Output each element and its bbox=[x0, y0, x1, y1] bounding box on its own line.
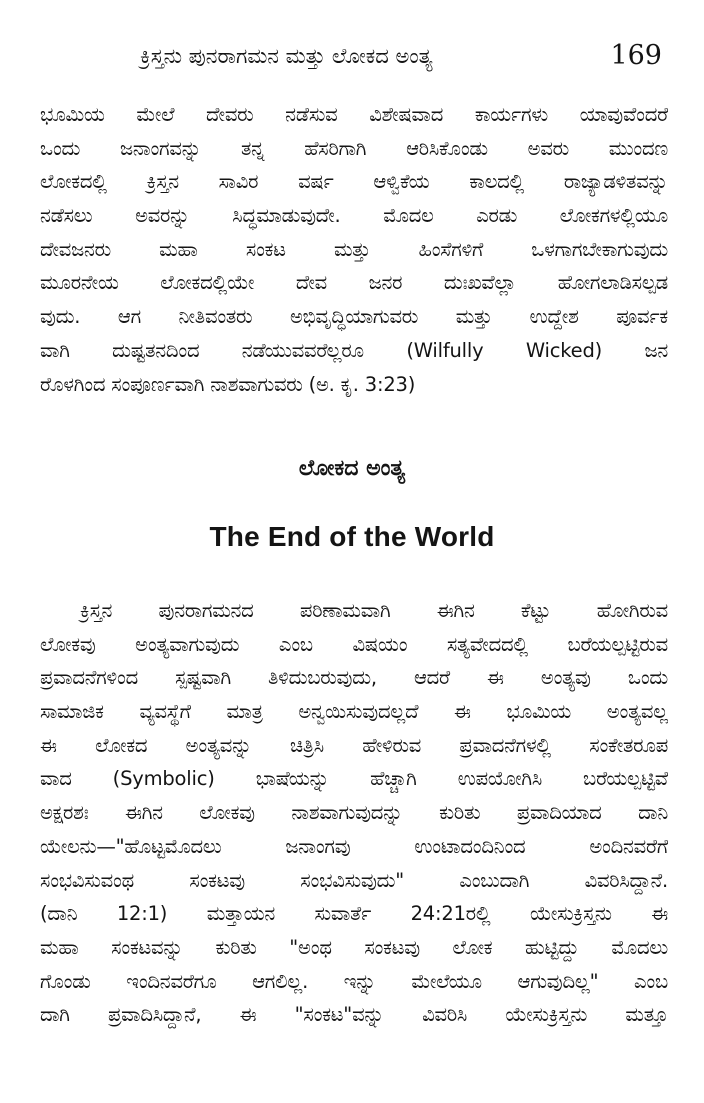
text-line: ಅಕ್ಷರಶಃ ಈಗಿನ ಲೋಕವು ನಾಶವಾಗುವುದನ್ನು ಕುರಿತು ಪ್ರವಾದಿಯಾದ ದಾನಿ bbox=[40, 801, 668, 825]
text-line: ಲೋಕದಲ್ಲಿ ಕ್ರಿಸ್ತನ ಸಾವಿರ ವರ್ಷ ಆಳ್ವಿಕೆಯ ಕಾಲದಲ್ಲಿ ರಾಜ್ಯಾಡಳಿತವನ್ನು bbox=[40, 170, 668, 194]
section-title-english: The End of the World bbox=[209, 521, 495, 552]
running-title: ಕ್ರಿಸ್ತನು ಪುನರಾಗಮನ ಮತ್ತು ಲೋಕದ ಅಂತ್ಯ bbox=[140, 44, 433, 68]
text-line: ಯೇಲನು—"ಹೊಟ್ಟಮೊದಲು ಜನಾಂಗವು ಉಂಟಾದಂದಿನಿಂದ ಅಂದಿನವರೆಗೆ bbox=[40, 834, 668, 858]
page-header bbox=[40, 40, 668, 74]
text-line: ವುದು. ಆಗ ನೀತಿವಂತರು ಅಭಿವೃದ್ಧಿಯಾಗುವರು ಮತ್ತು ಉದ್ದೇಶ ಪೂರ್ವಕ bbox=[40, 305, 668, 329]
text-line: (ದಾನಿ 12:1) ಮತ್ತಾಯನ ಸುವಾರ್ತೆ 24:21ರಲ್ಲಿ ಯೇಸುಕ್ರಿಸ್ತನು ಈ bbox=[40, 902, 668, 926]
text-line: ಈ ಲೋಕದ ಅಂತ್ಯವನ್ನು ಚಿತ್ರಿಸಿ ಹೇಳಿರುವ ಪ್ರವಾದನೆಗಳಲ್ಲಿ ಸಂಕೇತರೂಪ bbox=[40, 733, 668, 757]
text-line: ಸಂಭವಿಸುವಂಥ ಸಂಕಟವು ಸಂಭವಿಸುವುದು" ಎಂಬುದಾಗಿ ವಿವರಿಸಿದ್ದಾನೆ. bbox=[40, 868, 668, 892]
text-line: ಲೋಕವು ಅಂತ್ಯವಾಗುವುದು ಎಂಬ ವಿಷಯಂ ಸತ್ಯವೇದದಲ್ಲಿ ಬರೆಯಲ್ಪಟ್ಟಿರುವ bbox=[40, 632, 668, 656]
text-line: ಸಾಮಾಜಿಕ ವ್ಯವಸ್ಥೆಗೆ ಮಾತ್ರ ಅನ್ವಯಿಸುವುದಲ್ಲದೆ ಈ ಭೂಮಿಯ ಅಂತ್ಯವಲ್ಲ bbox=[40, 700, 668, 724]
text-line: ಗೊಂಡು ಇಂದಿನವರೆಗೂ ಆಗಲಿಲ್ಲ. ಇನ್ನು ಮೇಲೆಯೂ ಆಗುವುದಿಲ್ಲ" ಎಂಬ bbox=[40, 969, 668, 993]
section-title-kannada: ಲೋಕದ ಅಂತ್ಯ bbox=[298, 456, 406, 481]
text-line: ಒಂದು ಜನಾಂಗವನ್ನು ತನ್ನ ಹೆಸರಿಗಾಗಿ ಆರಿಸಿಕೊಂಡು ಅವರು ಮುಂದಣ bbox=[40, 136, 668, 160]
text-line: ಕ್ರಿಸ್ತನ ಪುನರಾಗಮನದ ಪರಿಣಾಮವಾಗಿ ಈಗಿನ ಕೆಟ್ಟು ಹೋಗಿರುವ bbox=[80, 599, 668, 622]
paragraph-1 bbox=[40, 98, 668, 401]
page-number: 169 bbox=[610, 40, 662, 71]
text-line: ದಾಗಿ ಪ್ರವಾದಿಸಿದ್ದಾನೆ, ಈ "ಸಂಕಟ"ವನ್ನು ವಿವರಿಸಿ ಯೇಸುಕ್ರಿಸ್ತನು ಮತ್ತೂ bbox=[40, 1003, 668, 1027]
text-line: ವಾಗಿ ದುಷ್ಟತನದಿಂದ ನಡೆಯುವವರೆಲ್ಲರೂ (Wilfully Wicked) ಜನ bbox=[40, 338, 668, 362]
text-line: ಮೂರನೇಯ ಲೋಕದಲ್ಲಿಯೇ ದೇವ ಜನರ ದುಃಖವೆಲ್ಲಾ ಹೋಗಲಾಡಿಸಲ್ಪಡ bbox=[40, 271, 668, 295]
text-line: ರೊಳಗಿಂದ ಸಂಪೂರ್ಣವಾಗಿ ನಾಶವಾಗುವರು (ಅ. ಕೃ. 3:23) bbox=[40, 372, 416, 396]
paragraph-2 bbox=[40, 594, 668, 1032]
text-line: ವಾದ (Symbolic) ಭಾಷೆಯನ್ನು ಹೆಚ್ಚಾಗಿ ಉಪಯೋಗಿಸಿ ಬರೆಯಲ್ಪಟ್ಟಿವೆ bbox=[40, 767, 668, 791]
text-line: ಪ್ರವಾದನೆಗಳಿಂದ ಸ್ಪಷ್ಟವಾಗಿ ತಿಳಿದುಬರುವುದು, ಆದರೆ ಈ ಅಂತ್ಯವು ಒಂದು bbox=[40, 666, 668, 690]
text-line: ಮಹಾ ಸಂಕಟವನ್ನು ಕುರಿತು "ಅಂಥ ಸಂಕಟವು ಲೋಕ ಹುಟ್ಟಿದ್ದು ಮೊದಲು bbox=[40, 935, 668, 959]
text-line: ನಡೆಸಲು ಅವರನ್ನು ಸಿದ್ಧಮಾಡುವುದೇ. ಮೊದಲ ಎರಡು ಲೋಕಗಳಲ್ಲಿಯೂ bbox=[40, 204, 668, 228]
text-line: ದೇವಜನರು ಮಹಾ ಸಂಕಟ ಮತ್ತು ಹಿಂಸೆಗಳಿಗೆ ಒಳಗಾಗಬೇಕಾಗುವುದು bbox=[40, 237, 668, 261]
text-line: ಭೂಮಿಯ ಮೇಲೆ ದೇವರು ನಡೆಸುವ ವಿಶೇಷವಾದ ಕಾರ್ಯಗಳು ಯಾವುವೆಂದರೆ bbox=[40, 103, 668, 126]
